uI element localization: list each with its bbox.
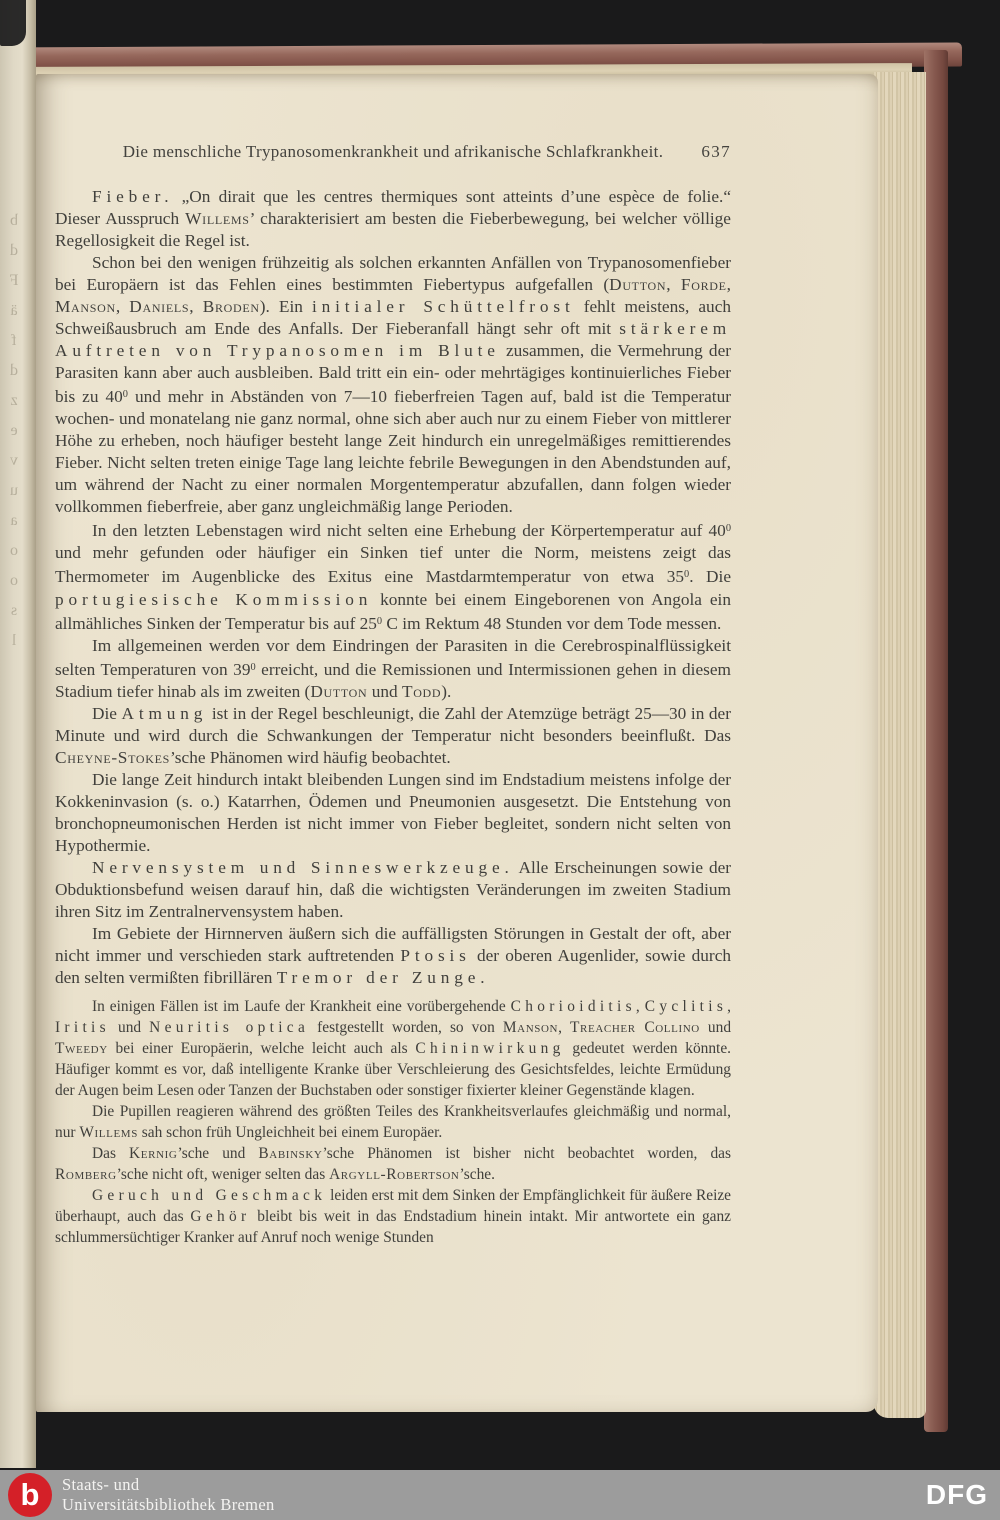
person-name: Manson [55,297,116,316]
text-run: ). Ein [259,297,313,316]
showthrough-letter: o [10,572,18,589]
text-run: Die [92,703,122,723]
text-run: leiden erst mit dem Sinken der Empfänglichkeit für äußere Reize überhaupt, auch das [55,1186,732,1225]
text-run: ’ charakterisiert am besten die Fieberbewegung, bei welcher völlige Regellosigkeit die Regel ist. [55,209,731,250]
person-name: Tweedy [55,1039,108,1057]
page-body-text [55,186,731,1248]
person-name: Romberg [55,1165,117,1183]
text-run: und mehr in Abständen von 7—10 fieberfreien Tagen auf, bald ist die Temperatur wochen- und monatelang nie ganz normal, ohne sich aber auch nur zu einem Fieber von mittlerer Höhe zu erheben, noch häufiger besteht lange Zeit hindurch ein unregelmäßiges remittierendes Fieber. Nicht selten treten einige Tage lang leichte febrile Bewegungen in den Abendstunden auf, um während der Nacht zu einer normalen Morgentemperatur abzufallen, dann folgen wieder vollkommen fieberfreie, aber ganz ungleichmäßig lange Perioden. [55,387,731,517]
showthrough-letter: v [10,452,18,469]
text-run: C im Rektum 48 Stunden vor dem Tode messen. [382,613,722,633]
book-page [36,74,878,1412]
person-name: Treacher Collino [570,1018,700,1036]
text-run: , [189,297,203,316]
text-run: ’sche Phänomen ist bisher nicht beobachtet worden, das [322,1144,731,1162]
person-name: Dutton [310,681,368,701]
spaced-emphasis: Chininwirkung [415,1039,565,1057]
text-run: ’sche. [459,1165,495,1183]
spaced-emphasis: Tremor der Zunge. [276,967,490,987]
text-run: , [727,997,731,1015]
person-name: Cheyne-Stokes [55,747,170,767]
text-run: Im Gebiete der Hirnnerven äußern sich die auffälligsten Störungen in Gestalt der oft, aber nicht immer und verschieden stark auftretenden [55,923,731,965]
showthrough-letter: a [10,512,18,529]
person-name: Willems [79,1123,138,1141]
person-name: Kernig [129,1144,178,1162]
library-name-line1: Staats- und [62,1475,140,1494]
superscript-degree: 0 [725,523,731,535]
person-name: Broden [202,297,260,316]
showthrough-letter: f [11,332,17,349]
page-text-column [55,142,731,1248]
showthrough-letter: u [10,482,18,499]
text-run: . Die [689,567,731,587]
spaced-emphasis: portugiesische Kommission [55,589,373,609]
paragraph [55,1185,731,1248]
text-run: Die lange Zeit hindurch intakt bleibenden Lungen sind im Endstadium meistens infolge der Kokkeninvasion (s. o.) Katarrhen, Ödemen und Pneumonien ausgesetzt. Die Entstehung von bronchopneumonischen Herden ist nicht immer von Fieber begleitet, sondern nicht selten von Hypothermie. [55,769,731,855]
book-cover-right-edge [924,50,948,1432]
library-name [62,1475,275,1515]
spaced-emphasis: initialer Schüttelfrost [312,297,575,316]
person-name: Manson [502,1018,559,1036]
spaced-emphasis: Neuritis optica [149,1018,310,1036]
person-name: Forde [680,275,727,294]
person-name: Argyll-Robertson [329,1165,460,1183]
text-run: ’sche Phänomen wird häufig beobachtet. [170,747,451,767]
superscript-degree: 0 [122,389,128,400]
facing-page-edge [0,0,36,1468]
text-run: bleibt bis weit in das Endstadium hinein intakt. Mir antwortete ein ganz schlummersüchtiger Kranker auf Anruf noch wenige Stunden [55,1207,731,1246]
showthrough-letter: d [10,362,18,379]
person-name: Dutton [609,275,667,294]
person-name: Babinsky [258,1144,323,1162]
page-number: 637 [701,142,731,161]
text-run: bei einer Europäerin, welche leicht auch als [107,1039,416,1057]
showthrough-letter: b [10,212,18,229]
showthrough-letter: z [10,392,18,409]
spaced-emphasis: Fieber. [92,187,174,206]
spaced-emphasis: Cyclitis [644,997,728,1015]
showthrough-letter: l [11,632,17,649]
showthrough-letter: o [10,542,18,559]
text-run: , [558,1018,571,1036]
text-run: In einigen Fällen ist im Laufe der Krankheit eine vorübergehende [92,997,511,1015]
spaced-emphasis: Nervensystem und Sinneswerkzeuge. [92,857,514,877]
text-run: Alle Erscheinungen sowie der Obduktionsbefund weisen darauf hin, daß die wichtigsten Veränderungen im zweiten Stadium ihren Sitz im Zentralnervensystem haben. [55,857,732,921]
person-name: Daniels [129,297,190,316]
text-run: In den letzten Lebenstagen wird nicht selten eine Erhebung der Körpertemperatur auf 40 [92,521,726,541]
text-run: festgestellt worden, so von [309,1018,503,1036]
text-run: Das [92,1144,130,1162]
text-run: und [367,681,402,701]
paragraph [55,857,731,923]
text-run: ). [441,681,452,701]
spaced-emphasis: Atmung [121,703,208,723]
text-run: gedeutet werden könnte. Häufiger kommt es vor, daß intelligente Kranke über Verschleierung des Gesichtsfeldes, leichte Ermüdung der Augen beim Lesen oder Tanzen der Buchstaben oder sonstiger fixierter kleiner Gegenstände klagen. [55,1039,731,1099]
paragraph [55,1143,731,1185]
showthrough-letter: s [10,602,18,619]
text-run: ist in der Regel beschleunigt, die Zahl der Atemzüge beträgt 25—30 in der Minute und wird durch die Schwankungen der Temperatur nicht besonders beeinflußt. Das [55,703,731,745]
text-run: , [666,275,681,294]
superscript-degree: 0 [684,569,690,581]
spaced-emphasis: Chorioiditis [510,997,636,1015]
paragraph [55,703,731,769]
text-run: Die Pupillen reagieren während des größten Teiles des Krankheitsverlaufes gleichmäßig und normal, nur [55,1102,731,1141]
paragraph [55,923,731,989]
superscript-degree: 0 [250,661,256,673]
suub-logo-letter: b [20,1476,40,1512]
spaced-emphasis: Gehör [190,1207,251,1225]
library-name-line2: Universitätsbibliothek Bremen [62,1495,275,1514]
paragraph [55,1101,731,1143]
text-run: ’sche nicht oft, weniger selten das [116,1165,330,1183]
spaced-emphasis: stärkerem Auftreten von Trypanosomen im Blute [55,319,731,360]
running-header [55,142,731,162]
text-run: , [726,275,731,294]
text-run: , [115,297,130,316]
text-run: zusammen, die Vermehrung der Parasiten kann aber auch ausbleiben. Bald tritt ein ein- oder mehrtägiges kontinuierliches Fieber bis zu 40 [55,341,731,407]
showthrough-letter: d [10,242,18,259]
paragraph [55,635,731,703]
spaced-emphasis: Geruch und Geschmack [92,1186,327,1204]
paragraph [55,769,731,857]
page-header-title: Die menschliche Trypanosomenkrankheit und afrikanische Schlafkrankheit. [122,142,664,161]
text-run: erreicht, und die Remissionen und Intermissionen gehen in diesem Stadium tiefer hinab als im zweiten ( [55,659,731,701]
page-edges-right [874,72,926,1418]
text-run: und mehr gefunden oder häufiger ein Sinken tief unter die Norm, meistens zeigt das Thermometer im Augenblicke des Exitus eine Mastdarmtemperatur von etwa 35 [55,543,731,587]
text-run: fehlt meistens, auch Schweißausbruch am Ende des Anfalls. Der Fieberanfall hängt sehr oft mit [55,297,732,338]
showthrough-letter: F [9,272,19,289]
paragraph [55,186,731,252]
paragraph [55,996,731,1101]
text-run: der oberen Augenlider, sowie durch den selten vermißten fibrillären [55,945,732,987]
text-run: Schon bei den wenigen frühzeitig als solchen erkannten Anfällen von Trypanosomenfieber bei Europäern ist das Fehlen eines bestimmten Fiebertypus aufgefallen ( [55,253,731,294]
text-run: „On dirait que les centres thermiques sont atteints d’une espèce de folie.“ Dieser Ausspruch [55,187,731,228]
suub-bremen-logo [8,1473,52,1517]
text-run: Im allgemeinen werden vor dem Eindringen der Parasiten in die Cerebrospinalflüssigkeit selten Temperaturen von 39 [55,635,731,679]
showthrough-letter: ä [10,302,18,319]
text-run: , [635,997,645,1015]
spaced-emphasis: Ptosis [400,945,471,965]
spaced-emphasis: Iritis [55,1018,110,1036]
library-footer-bar [0,1470,1000,1520]
scan-corner-shadow [0,0,26,46]
person-name: Willems [185,209,250,228]
text-run: konnte bei einem Eingeborenen von Angola ein allmähliches Sinken der Temperatur bis auf 25 [55,589,731,633]
text-run: und [699,1018,732,1036]
text-run: ’sche und [177,1144,259,1162]
text-run: und [109,1018,150,1036]
showthrough-letter: e [10,422,18,439]
person-name: Todd [401,681,442,701]
paragraph [55,252,731,518]
dfg-logo: DFG [925,1479,988,1510]
text-run: sah schon früh Ungleichheit bei einem Europäer. [137,1123,443,1141]
superscript-degree: 0 [376,615,383,627]
paragraph [55,518,731,635]
